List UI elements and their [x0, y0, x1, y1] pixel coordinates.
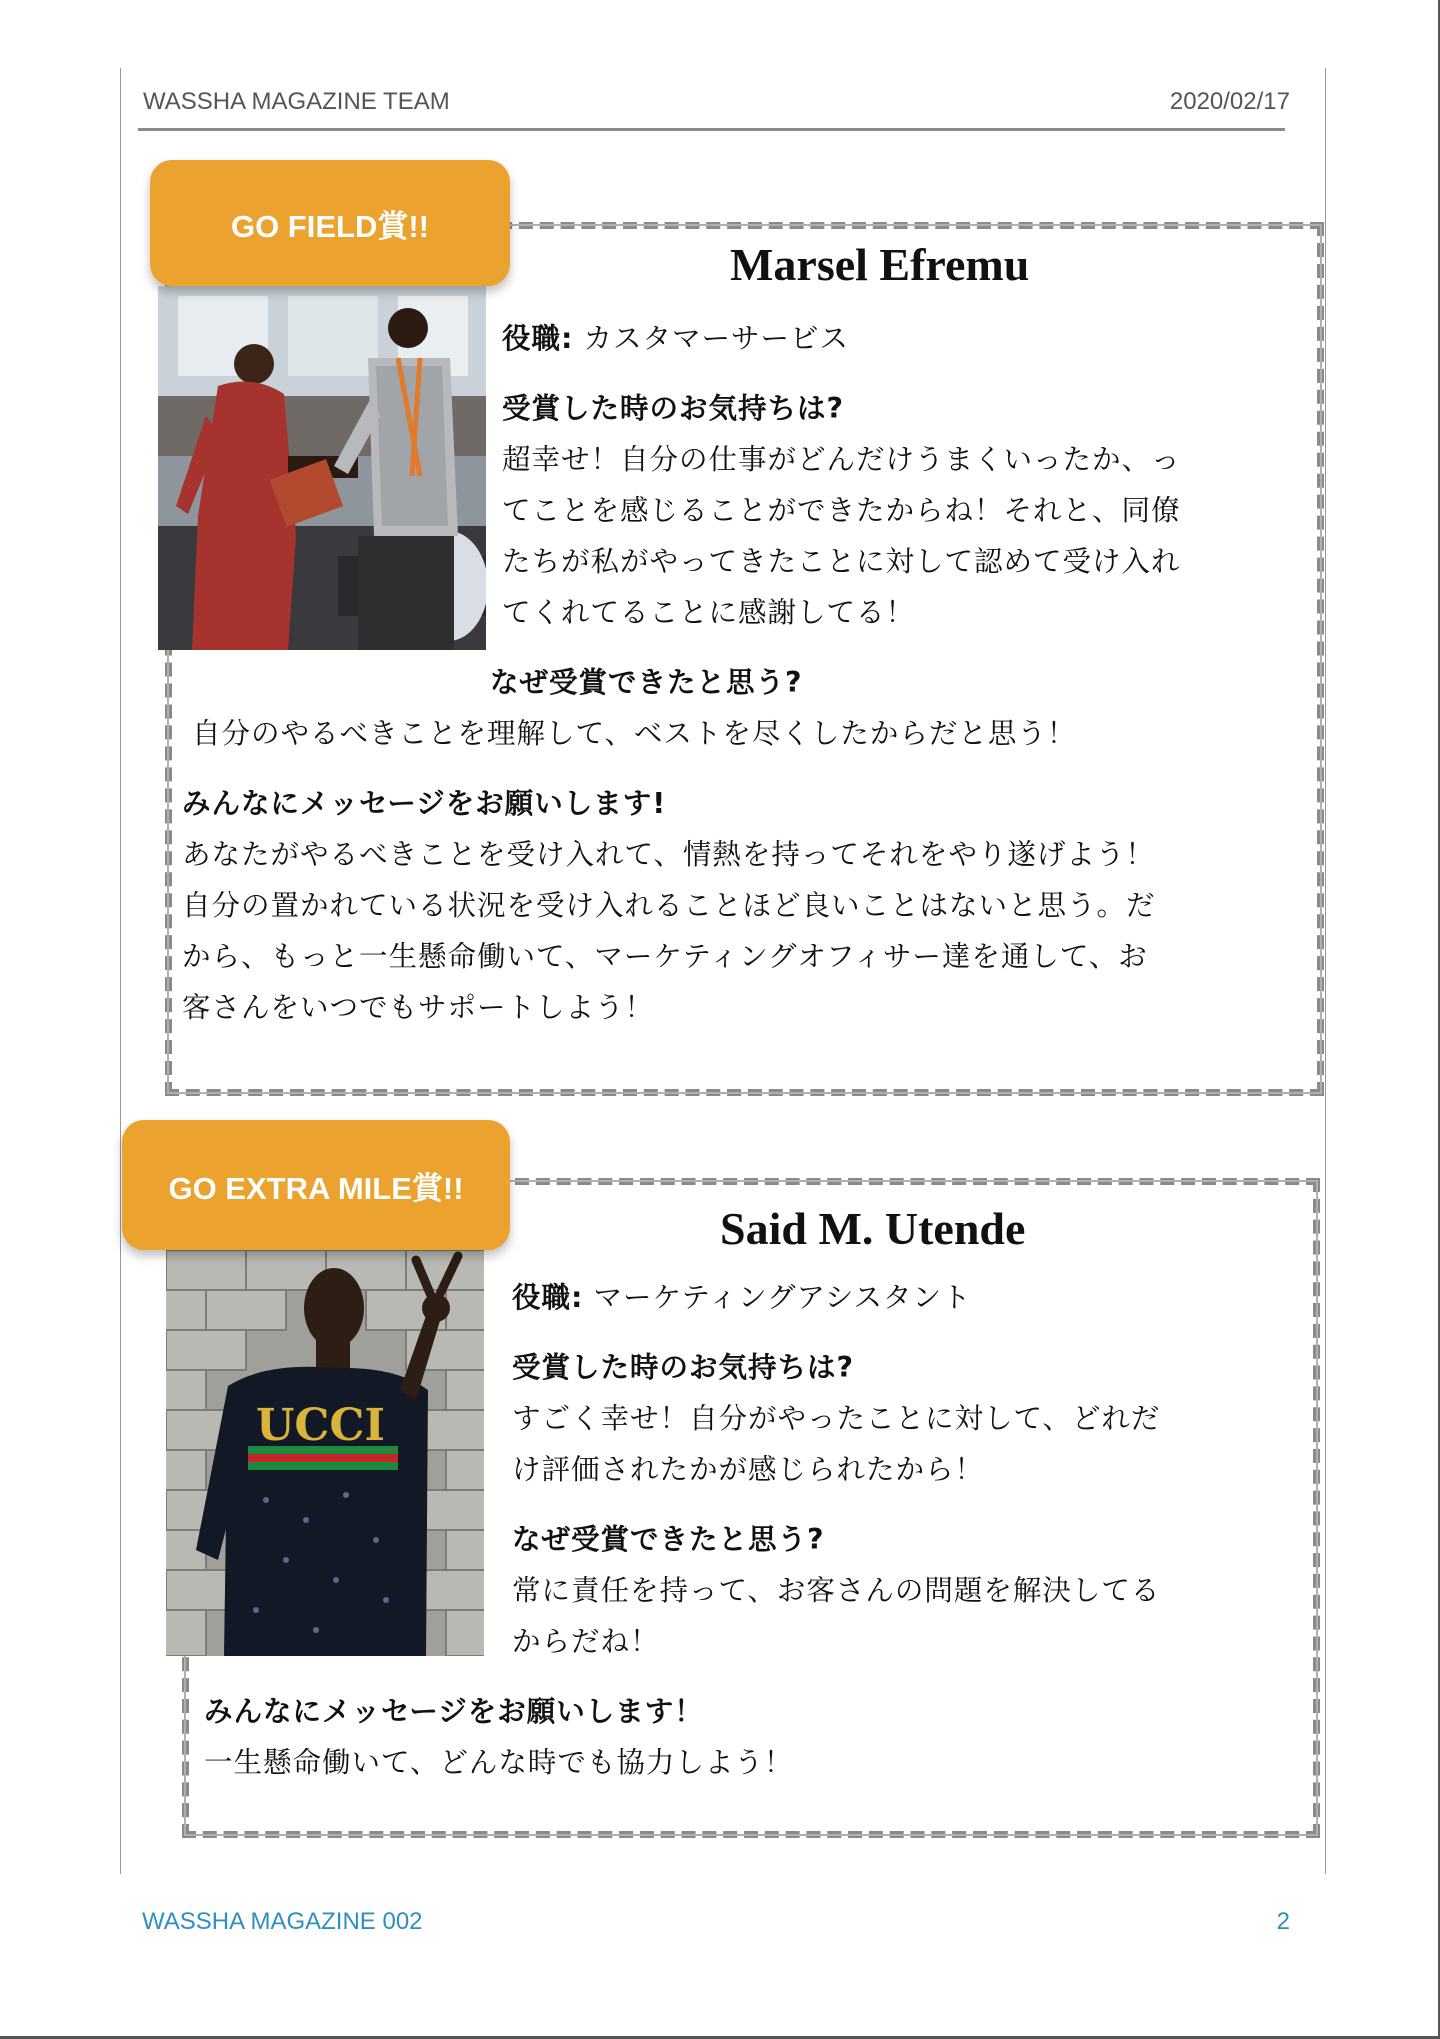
answer-feeling-line-1: 超幸せ！自分の仕事がどんだけうまくいったか、っ — [502, 443, 1181, 476]
footer-magazine-title: WASSHA MAGAZINE 002 — [142, 1908, 423, 1935]
photo-said-portrait — [166, 1250, 484, 1656]
awardee-name: Said M. Utende — [720, 1203, 1026, 1254]
answer-why-line-1: 常に責任を持って、お客さんの問題を解決してる — [512, 1574, 1161, 1607]
answer-why-line-1: 自分のやるべきことを理解して、ベストを尽くしたからだと思う！ — [192, 717, 1077, 750]
answer-message-line-3: から、もっと一生懸命働いて、マーケティングオフィサー達を通して、お — [182, 940, 1148, 973]
header-divider — [138, 128, 1285, 131]
question-message: みんなにメッセージをお願いします！ — [204, 1695, 704, 1728]
page-number: 2 — [1276, 1908, 1290, 1935]
role-label: 役職: — [512, 1281, 584, 1314]
answer-message-line-2: 自分の置かれている状況を受け入れることほど良いことはないと思う。だ — [182, 889, 1156, 922]
answer-feeling-line-1: すごく幸せ！自分がやったことに対して、どれだ — [512, 1402, 1161, 1435]
question-feeling: 受賞した時のお気持ちは? — [502, 392, 845, 425]
header-date: 2020/02/17 — [1169, 88, 1290, 115]
answer-message-line-4: 客さんをいつでもサポートしよう！ — [182, 991, 655, 1024]
role-value: マーケティングアシスタント — [593, 1281, 972, 1314]
answer-feeling-line-4: てくれてることに感謝してる！ — [502, 596, 916, 629]
role-label: 役職: — [502, 322, 574, 355]
header-team: WASSHA MAGAZINE TEAM — [143, 88, 450, 115]
question-feeling: 受賞した時のお気持ちは? — [512, 1351, 855, 1384]
answer-feeling-line-2: け評価されたかが感じられたから！ — [512, 1453, 985, 1486]
photo-marsel-award-ceremony — [158, 286, 486, 650]
answer-message-line-1: 一生懸命働いて、どんな時でも協力しよう！ — [204, 1746, 794, 1779]
question-why: なぜ受賞できたと思う? — [490, 666, 803, 699]
award-badge-go-field: GO FIELD賞!! — [150, 160, 510, 286]
svg-text:UCCI: UCCI — [256, 1400, 385, 1451]
role-line — [512, 1272, 972, 1323]
answer-why-line-2: からだね！ — [512, 1625, 660, 1658]
answer-message-line-1: あなたがやるべきことを受け入れて、情熱を持ってそれをやり遂げよう！ — [182, 838, 1155, 871]
page-margin-line-right — [1325, 68, 1326, 1874]
question-message: みんなにメッセージをお願いします! — [182, 787, 667, 820]
answer-feeling-line-3: たちが私がやってきたことに対して認めて受け入れ — [502, 545, 1181, 578]
role-value: カスタマーサービス — [583, 322, 849, 355]
role-line — [502, 313, 849, 364]
award-badge-go-extra-mile: GO EXTRA MILE賞!! — [122, 1120, 510, 1250]
answer-feeling-line-2: てことを感じることができたからね！それと、同僚 — [502, 494, 1181, 527]
page-margin-line-left — [120, 68, 121, 1874]
awardee-name: Marsel Efremu — [730, 239, 1030, 290]
question-why: なぜ受賞できたと思う? — [512, 1523, 825, 1556]
